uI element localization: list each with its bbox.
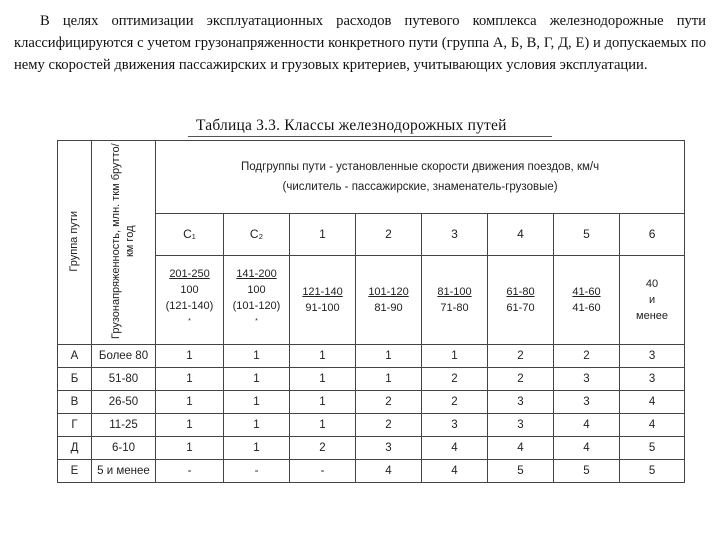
speed-denominator: 41-60 [572,301,601,314]
class-cell: 3 [356,437,422,460]
caption-underline [188,136,552,137]
class-cell: 2 [422,391,488,414]
subgroups-header-line1: Подгруппы пути - установленные скорости движения поездов, км/ч [241,161,600,174]
subgroups-header [156,141,685,214]
class-cell: 1 [290,391,356,414]
speed-numerator: 201-250 [169,268,210,281]
speed-cell [488,255,554,344]
class-cell: 1 [224,368,290,391]
class-cell: 2 [290,437,356,460]
class-cell: 1 [156,391,224,414]
class-cell: 2 [488,345,554,368]
subgroup-cell: 4 [488,214,554,255]
load-cell: Более 80 [92,345,156,368]
class-cell: 5 [488,460,554,483]
speed-denominator: 81-90 [374,301,403,314]
subgroup-cell: 3 [422,214,488,255]
subgroup-cell: С₁ [156,214,224,255]
load-cell: 5 и менее [92,460,156,483]
speed-denominator: 100 [180,284,199,297]
class-cell: - [224,460,290,483]
load-cell: 26-50 [92,391,156,414]
speed-denominator: 100 [247,284,266,297]
class-cell: 4 [554,414,620,437]
group-cell: Д [58,437,92,460]
class-cell: 3 [422,414,488,437]
speed-footnote-mark: * [255,318,258,326]
class-cell: 3 [488,391,554,414]
speed-numerator: 101-120 [368,285,409,298]
class-cell: 2 [422,368,488,391]
speed-denominator: 61-70 [506,301,535,314]
class-cell: 4 [422,460,488,483]
class-cell: 1 [224,437,290,460]
speed-cell [356,255,422,344]
class-cell: 4 [422,437,488,460]
group-header-label: Группа пути [67,210,80,272]
speed-numerator: 40 [645,277,659,290]
load-cell: 6-10 [92,437,156,460]
class-cell: 3 [554,391,620,414]
group-header [58,141,92,345]
subgroup-cell: 5 [554,214,620,255]
speed-numerator: 121-140 [302,285,343,298]
intro-paragraph [14,10,706,76]
speed-footnote-mark: * [188,318,191,326]
class-cell: 3 [488,414,554,437]
class-cell: 1 [156,368,224,391]
speed-denominator: 91-100 [305,301,340,314]
table-row [58,391,685,414]
group-cell: Е [58,460,92,483]
load-header-label: Грузонапряженность, млн. ткм брутто/км год [109,143,136,339]
speed-numerator: 41-60 [572,285,601,298]
class-cell: 2 [356,391,422,414]
class-cell: 1 [156,345,224,368]
subgroup-cell: С₂ [224,214,290,255]
class-cell: - [156,460,224,483]
table-row [58,460,685,483]
group-cell: А [58,345,92,368]
class-cell: 5 [620,460,685,483]
speed-extra: (121-140) [165,300,214,313]
class-cell: 3 [620,345,685,368]
class-cell: 1 [290,345,356,368]
speed-numerator: 61-80 [506,285,535,298]
speed-cell [554,255,620,344]
speed-cell [422,255,488,344]
subgroup-cell: 2 [356,214,422,255]
load-cell: 51-80 [92,368,156,391]
subgroups-header-line2: (числитель - пассажирские, знаменатель-грузовые) [282,181,558,194]
class-cell: 1 [224,345,290,368]
class-cell: 3 [554,368,620,391]
speed-denominator: и [648,293,656,306]
intro-text: В целях оптимизации эксплуатационных расходов путевого комплекса железнодорожные пути классифицируются с учетом грузонапряженности конкретного пути (группа А, Б, В, Г, Д, Е) и допускаемых по нему скоростей движения пассажирских и грузовых критериев, учитывающих условия эксплуатации. [14,13,706,73]
speed-extra: менее [636,309,669,322]
speed-denominator: 71-80 [440,301,469,314]
class-cell: 1 [156,437,224,460]
speed-numerator: 141-200 [236,268,277,281]
class-cell: 2 [356,414,422,437]
group-cell: Б [58,368,92,391]
class-cell: 4 [488,437,554,460]
track-classes-table [57,140,685,483]
class-cell: 1 [422,345,488,368]
speed-extra: (101-120) [232,300,281,313]
group-cell: В [58,391,92,414]
class-cell: 4 [554,437,620,460]
class-cell: - [290,460,356,483]
table-body [58,345,685,483]
table-row [58,437,685,460]
class-cell: 1 [156,414,224,437]
class-cell: 4 [356,460,422,483]
speed-cell [224,255,290,344]
class-cell: 1 [356,345,422,368]
class-cell: 1 [224,414,290,437]
class-cell: 5 [620,437,685,460]
load-header [92,141,156,345]
load-cell: 11-25 [92,414,156,437]
speed-cell [290,255,356,344]
speed-cell [620,255,685,344]
table-row [58,368,685,391]
class-cell: 1 [356,368,422,391]
speed-numerator: 81-100 [437,285,472,298]
table-caption: Таблица 3.3. Классы железнодорожных путей [196,117,507,134]
class-cell: 2 [488,368,554,391]
subgroup-cell: 6 [620,214,685,255]
class-cell: 3 [620,368,685,391]
class-cell: 4 [620,391,685,414]
class-cell: 5 [554,460,620,483]
class-cell: 1 [290,414,356,437]
table-row [58,345,685,368]
speed-cell [156,255,224,344]
class-cell: 1 [290,368,356,391]
table-row [58,414,685,437]
group-cell: Г [58,414,92,437]
subgroup-cell: 1 [290,214,356,255]
class-cell: 4 [620,414,685,437]
class-cell: 2 [554,345,620,368]
class-cell: 1 [224,391,290,414]
